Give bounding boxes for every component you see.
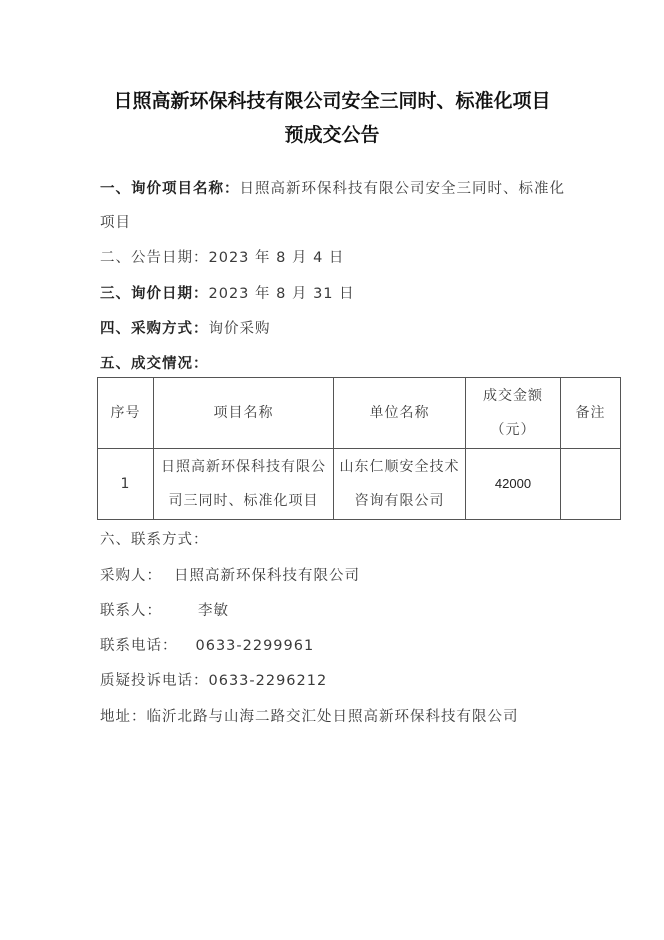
contact-address xyxy=(100,705,519,726)
header-amount-line2: （元） xyxy=(490,422,536,438)
contact-person xyxy=(100,599,229,620)
contact-label: 采购人： xyxy=(100,568,162,584)
notice-title-line2: 预成交公告 xyxy=(284,124,380,146)
cell-amount: 42000 xyxy=(466,449,561,520)
contact-value: 0633-2299961 xyxy=(195,638,315,654)
cell-unit-line2: 咨询有限公司 xyxy=(354,493,445,509)
section-label: 五、成交情况： xyxy=(100,356,209,372)
section-label: 二、公告日期： xyxy=(100,250,209,266)
section-label: 三、询价日期： xyxy=(100,286,209,302)
section-inquiry-date xyxy=(100,282,355,303)
deal-table xyxy=(97,377,621,520)
cell-unit-line1: 山东仁顺安全技术 xyxy=(339,459,460,475)
section-value: 日照高新环保科技有限公司安全三同时、标准化 xyxy=(239,181,565,197)
section-project-name-cont: 项目 xyxy=(100,215,131,231)
header-unit: 单位名称 xyxy=(334,378,466,449)
section-value: 2023 年 8 月 4 日 xyxy=(208,250,345,266)
contact-label: 地址： xyxy=(100,709,147,725)
contact-phone xyxy=(100,634,314,655)
table-header-row xyxy=(98,378,621,449)
section-label: 四、采购方式： xyxy=(100,321,209,337)
header-no: 序号 xyxy=(98,378,154,449)
section-project-name xyxy=(100,177,565,198)
cell-project-line1: 日照高新环保科技有限公 xyxy=(161,459,326,475)
contact-value: 日照高新环保科技有限公司 xyxy=(174,568,360,584)
section-deal-status xyxy=(100,352,209,373)
cell-project xyxy=(154,449,334,520)
contact-complaint-phone xyxy=(100,669,327,690)
header-remark: 备注 xyxy=(561,378,621,449)
header-amount-line1: 成交金额 xyxy=(483,388,543,404)
cell-no: 1 xyxy=(98,449,154,520)
table-row xyxy=(98,449,621,520)
contact-label: 联系人： xyxy=(100,603,162,619)
contact-label: 质疑投诉电话： xyxy=(100,673,209,689)
section-announce-date xyxy=(100,246,344,267)
contact-value: 0633-2296212 xyxy=(208,673,328,689)
section-contact: 六、联系方式： xyxy=(100,532,209,548)
cell-remark xyxy=(561,449,621,520)
contact-value: 临沂北路与山海二路交汇处日照高新环保科技有限公司 xyxy=(146,709,519,725)
section-value: 询价采购 xyxy=(208,321,271,337)
contact-buyer xyxy=(100,564,360,585)
cell-unit xyxy=(334,449,466,520)
section-label: 一、询价项目名称： xyxy=(100,181,240,197)
cell-project-line2: 司三同时、标准化项目 xyxy=(168,493,319,509)
section-value: 2023 年 8 月 31 日 xyxy=(208,286,355,302)
header-project: 项目名称 xyxy=(154,378,334,449)
contact-label: 联系电话： xyxy=(100,638,178,654)
header-amount xyxy=(466,378,561,449)
contact-value: 李敏 xyxy=(198,603,229,619)
section-purchase-method xyxy=(100,317,271,338)
notice-title-line1: 日照高新环保科技有限公司安全三同时、标准化项目 xyxy=(113,90,551,112)
